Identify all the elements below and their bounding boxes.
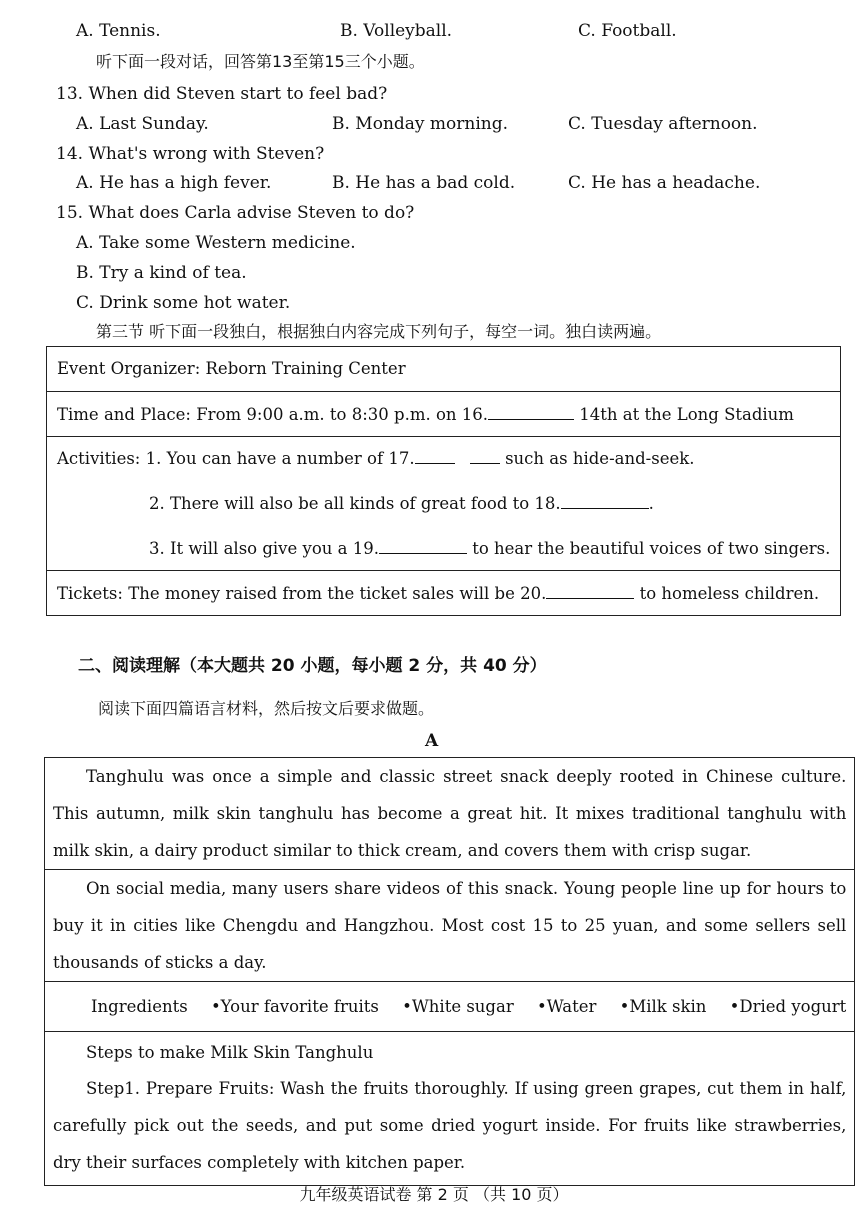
question-13: 13. When did Steven start to feel bad? [56,84,388,104]
steps-cell [45,1032,855,1186]
q12-option-b: B. Volleyball. [340,21,453,41]
passage-table [44,757,855,1186]
part2-instruction: 阅读下面四篇语言材料，然后按文后要求做题。 [98,699,435,718]
q14-option-c: C. He has a headache. [568,173,761,193]
blank-17a[interactable] [415,447,455,464]
tickets-cell [47,571,841,616]
activity-3-end: to hear the beautiful voices of two singers. [472,539,831,558]
question-15: 15. What does Carla advise Steven to do? [56,203,415,223]
q12-option-a: A. Tennis. [76,21,161,41]
part2-heading: 二、阅读理解（本大题共 20 小题，每小题 2 分，共 40 分） [78,656,547,676]
passage-label: A [425,731,439,751]
organizer-cell [47,347,841,392]
activity-1-text: Activities: 1. You can have a number of 17. [57,449,415,468]
ingredient-item: •Dried yogurt [729,996,847,1016]
activity-3-text: 3. It will also give you a 19. [149,539,379,558]
q13-option-c: C. Tuesday afternoon. [568,114,758,134]
activity-2-text: 2. There will also be all kinds of great food to 18. [149,494,561,513]
paragraph-1: Tanghulu was once a simple and classic street snack deeply rooted in Chinese culture. This autumn, milk skin tanghulu has become a great hit. It mixes traditional tanghulu with milk skin, a dairy product similar to thick cream, and covers them with crisp sugar. [53,767,847,860]
q14-option-b: B. He has a bad cold. [332,173,516,193]
listening-table [46,346,841,616]
organizer-text: Event Organizer: Reborn Training Center [57,359,406,378]
blank-17b[interactable] [470,447,500,464]
time-place-text: Time and Place: From 9:00 a.m. to 8:30 p.m. on 16. [57,404,489,424]
q13-option-a: A. Last Sunday. [76,114,209,134]
dialogue-instruction: 听下面一段对话，回答第13至第15三个小题。 [96,52,425,71]
q14-option-a: A. He has a high fever. [76,173,272,193]
q15-option-a: A. Take some Western medicine. [76,233,356,253]
blank-19[interactable] [379,537,467,554]
ingredient-item: •Milk skin [619,996,707,1016]
steps-title: Steps to make Milk Skin Tanghulu [86,1043,374,1062]
time-place-cell [47,392,841,437]
question-14: 14. What's wrong with Steven? [56,144,325,164]
blank-16[interactable] [488,403,574,420]
q13-option-b: B. Monday morning. [332,114,509,134]
paragraph-2-cell [45,870,855,982]
ingredient-item: •Your favorite fruits [210,996,379,1016]
blank-18[interactable] [561,492,649,509]
q12-option-c: C. Football. [578,21,677,41]
activities-cell [47,437,841,571]
step-1: Step1. Prepare Fruits: Wash the fruits thoroughly. If using green grapes, cut them in half, carefully pick out the seeds, and put some dried yogurt inside. For fruits like strawberries, dry their surfaces completely with kitchen paper. [53,1079,847,1172]
q15-option-c: C. Drink some hot water. [76,293,291,313]
paragraph-1-cell [45,758,855,870]
activity-1-end: such as hide-and-seek. [505,449,695,468]
paragraph-2: On social media, many users share videos of this snack. Young people line up for hours to buy it in cities like Chengdu and Hangzhou. Most cost 15 to 25 yuan, and some sellers sell thousands of sticks a day. [53,879,847,972]
page-footer: 九年级英语试卷 第 2 页 （共 10 页） [299,1185,569,1204]
tickets-text: Tickets: The money raised from the ticket sales will be 20. [57,583,547,603]
q15-option-b: B. Try a kind of tea. [76,263,247,283]
ingredients-label: Ingredients [91,996,188,1016]
tickets-end: to homeless children. [639,583,820,603]
ingredients-cell [45,982,855,1032]
activity-2-end: . [648,494,654,513]
ingredient-item: •White sugar [402,996,514,1016]
ingredient-item: •Water [536,996,597,1016]
section3-instruction: 第三节 听下面一段独白，根据独白内容完成下列句子，每空一词。独白读两遍。 [96,322,662,341]
time-place-end: 14th at the Long Stadium [579,404,794,424]
blank-20[interactable] [546,582,634,599]
